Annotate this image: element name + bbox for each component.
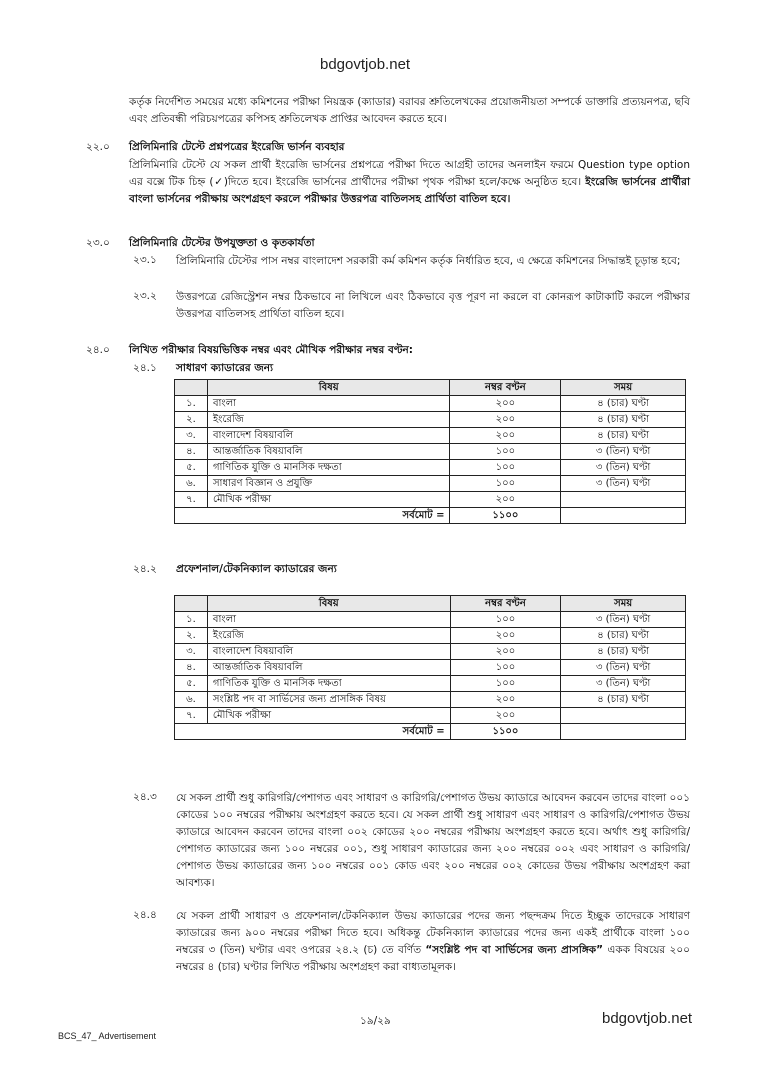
row-serial: ৩. (175, 428, 208, 444)
table-row (175, 412, 686, 428)
row-time (561, 492, 686, 508)
row-time (561, 708, 686, 724)
row-subject: ইংরেজি (207, 628, 450, 644)
row-time: ৩ (তিন) ঘণ্টা (561, 460, 686, 476)
item-24-1-number: ২৪.১ (133, 362, 157, 374)
row-marks: ১০০ (450, 476, 561, 492)
row-serial: ৪. (175, 660, 208, 676)
row-subject: সাধারণ বিজ্ঞান ও প্রযুক্তি (207, 476, 450, 492)
row-time: ৩ (তিন) ঘণ্টা (561, 612, 686, 628)
table-header-marks: নম্বর বণ্টন (450, 596, 561, 612)
table-header-time: সময় (561, 596, 686, 612)
table-row (175, 708, 686, 724)
row-serial: ৭. (175, 492, 208, 508)
section-24-title: লিখিত পরীক্ষার বিষয়ভিত্তিক নম্বর এবং মৌখিক পরীক্ষার নম্বর বণ্টন: (129, 344, 413, 356)
row-marks: ২০০ (450, 412, 561, 428)
row-time: ৪ (চার) ঘণ্টা (561, 396, 686, 412)
item-24-3-number: ২৪.৩ (133, 791, 157, 803)
table-row (175, 428, 686, 444)
row-serial: ৩. (175, 644, 208, 660)
document-label: BCS_47_ Advertisement (58, 1031, 157, 1041)
row-time: ৩ (তিন) ঘণ্টা (561, 660, 686, 676)
section-22-number: ২২.০ (86, 141, 110, 153)
row-marks: ১০০ (450, 660, 561, 676)
row-time: ৩ (তিন) ঘণ্টা (561, 476, 686, 492)
table-header-time: সময় (561, 380, 686, 396)
table-row (175, 692, 686, 708)
row-subject: গাণিতিক যুক্তি ও মানসিক দক্ষতা (207, 676, 450, 692)
table-header-sl (175, 596, 208, 612)
page-number: ১৯/২৯ (360, 1015, 391, 1027)
row-serial: ৬. (175, 476, 208, 492)
row-time: ৩ (তিন) ঘণ্টা (561, 444, 686, 460)
total-row (175, 724, 686, 740)
total-empty-cell (561, 508, 686, 524)
section-22-bold-note: ইংরেজি ভার্সনের প্রার্থীরা বাংলা ভার্সনের পরীক্ষায় অংশগ্রহণ করলে পরীক্ষার উত্তরপত্র বাতিলসহ প্রার্থিতা বাতিল হবে। (129, 176, 690, 205)
row-marks: ২০০ (450, 708, 561, 724)
row-marks: ১০০ (450, 460, 561, 476)
row-time: ৪ (চার) ঘণ্টা (561, 644, 686, 660)
section-22-title: প্রিলিমিনারি টেস্টে প্রশ্নপত্রের ইংরেজি ভার্সন ব্যবহার (129, 141, 345, 153)
table-row (175, 492, 686, 508)
row-serial: ২. (175, 628, 208, 644)
row-subject: গাণিতিক যুক্তি ও মানসিক দক্ষতা (207, 460, 450, 476)
item-24-4-body-end: একক বিষয়ের ২০০ নম্বরের ৪ (চার) ঘণ্টার লিখিত পরীক্ষায় অংশগ্রহণ করা বাধ্যতামূলক। (176, 944, 690, 973)
table-header-subject: বিষয় (207, 380, 450, 396)
row-serial: ১. (175, 396, 208, 412)
general-cadre-table (174, 379, 686, 524)
table-row (175, 476, 686, 492)
row-subject: সংশ্লিষ্ট পদ বা সার্ভিসের জন্য প্রাসঙ্গিক বিষয় (207, 692, 450, 708)
row-time: ৪ (চার) ঘণ্টা (561, 412, 686, 428)
table-header-sl (175, 380, 208, 396)
row-marks: ২০০ (450, 628, 561, 644)
section-23-title: প্রিলিমিনারি টেস্টের উপযুক্ততা ও কৃতকার্যতা (129, 237, 315, 249)
item-23-1-text: প্রিলিমিনারি টেস্টের পাস নম্বর বাংলাদেশ সরকারী কর্ম কমিশন কর্তৃক নির্ধারিত হবে, এ ক্ষেত্রে কমিশনের সিদ্ধান্তই চূড়ান্ত হবে; (176, 255, 681, 267)
site-footer: bdgovtjob.net (602, 1010, 693, 1027)
professional-cadre-table (174, 595, 686, 740)
total-label: সর্বমোট = (175, 724, 451, 740)
table-row (175, 628, 686, 644)
row-serial: ৫. (175, 676, 208, 692)
item-24-2-number: ২৪.২ (133, 563, 157, 575)
table-row (175, 612, 686, 628)
section-22-text (129, 157, 690, 208)
row-subject: মৌখিক পরীক্ষা (207, 492, 450, 508)
item-23-1-number: ২৩.১ (133, 254, 157, 266)
row-time: ৩ (তিন) ঘণ্টা (561, 676, 686, 692)
item-24-1-title: সাধারণ ক্যাডারের জন্য (176, 362, 274, 374)
table-row (175, 676, 686, 692)
row-subject: আন্তর্জাতিক বিষয়াবলি (207, 660, 450, 676)
top-paragraph: কর্তৃক নির্দেশিত সময়ের মধ্যে কমিশনের পরীক্ষা নিয়ন্ত্রক (ক্যাডার) বরাবর শ্রুতিলেখকের প্রয়োজনীয়তা সম্পর্কে ডাক্তারি প্রত্যয়নপত্র, ছবি এবং প্রতিবন্ধী পরিচয়পত্রের কপিসহ শ্রুতিলেখক প্রাপ্তির আবেদন করতে হবে। (129, 96, 690, 125)
row-serial: ৪. (175, 444, 208, 460)
item-24-2-title: প্রফেশনাল/টেকনিক্যাল ক্যাডারের জন্য (176, 563, 337, 575)
item-24-4-bold: “সংশ্লিষ্ট পদ বা সার্ভিসের জন্য প্রাসঙ্গিক” (425, 944, 604, 956)
row-marks: ২০০ (450, 644, 561, 660)
table-row (175, 444, 686, 460)
row-marks: ২০০ (450, 396, 561, 412)
total-row (175, 508, 686, 524)
row-marks: ২০০ (450, 492, 561, 508)
total-empty-cell (561, 724, 686, 740)
row-subject: বাংলাদেশ বিষয়াবলি (207, 428, 450, 444)
item-24-4-body: যে সকল প্রার্থী সাধারণ ও প্রফেশনাল/টেকনিক্যাল উভয় ক্যাডারের পদের জন্য পছন্দক্রম দিতে ইচ্ছুক তাদেরকে সাধারণ ক্যাডারের জন্য ৯০০ নম্বরের পরীক্ষা দিতে হবে। অধিকন্তু টেকনিক্যাল ক্যাডারের পদের জন্য একই প্রার্থীকে বাংলা ১০০ নম্বরের ৩ (তিন) ঘণ্টার এবং ওপরের ২৪.২ (চ) তে বর্ণিত (176, 910, 690, 956)
table-header-subject: বিষয় (207, 596, 450, 612)
item-24-3-text: যে সকল প্রার্থী শুধু কারিগরি/পেশাগত এবং সাধারণ ও কারিগরি/পেশাগত উভয় ক্যাডারে আবেদন করবেন তাদের বাংলা ০০১ কোডের ১০০ নম্বরের পরীক্ষায় অংশগ্রহণ করতে হবে। যে সকল প্রার্থী শুধু সাধারণ এবং সাধারণ ও কারিগরি/পেশাগত উভয় ক্যাডারে আবেদন করবেন তাদের বাংলা ০০২ কোডের ২০০ নম্বরের পরীক্ষায় অংশগ্রহণ করতে হবে। অর্থাৎ শুধু কারিগরি/পেশাগত ক্যাডারের জন্য ১০০ নম্বরের ০০১, শুধু সাধারণ ক্যাডারের জন্য ২০০ নম্বরের ০০২ এবং সাধারণ ও কারিগরি/পেশাগত উভয় ক্যাডারের জন্য ১০০ নম্বরের ০০১ কোড এবং ২০০ নম্বরের ০০২ কোডের উভয় পরীক্ষায় অংশগ্রহণ করা আবশ্যক। (176, 792, 690, 889)
table-header-marks: নম্বর বণ্টন (450, 380, 561, 396)
row-serial: ৬. (175, 692, 208, 708)
row-marks: ২০০ (450, 692, 561, 708)
table-row (175, 396, 686, 412)
row-time: ৪ (চার) ঘণ্টা (561, 692, 686, 708)
row-serial: ৫. (175, 460, 208, 476)
section-23-number: ২৩.০ (86, 237, 110, 249)
row-time: ৪ (চার) ঘণ্টা (561, 628, 686, 644)
row-marks: ১০০ (450, 676, 561, 692)
table-row (175, 460, 686, 476)
row-serial: ১. (175, 612, 208, 628)
row-subject: ইংরেজি (207, 412, 450, 428)
site-header: bdgovtjob.net (320, 56, 411, 73)
row-serial: ৭. (175, 708, 208, 724)
row-subject: বাংলা (207, 612, 450, 628)
total-value: ১১০০ (450, 724, 561, 740)
table-row (175, 644, 686, 660)
item-23-2-number: ২৩.২ (133, 290, 157, 302)
row-subject: মৌখিক পরীক্ষা (207, 708, 450, 724)
table-row (175, 660, 686, 676)
section-22-body: প্রিলিমিনারি টেস্টে যে সকল প্রার্থী ইংরেজি ভার্সনের প্রশ্নপত্রে পরীক্ষা দিতে আগ্রহী তাদের অনলাইন ফরমে Question type option এর বক্সে টিক চিহ্ন (✓)দিতে হবে। ইংরেজি ভার্সনের প্রার্থীদের পরীক্ষা পৃথক পরীক্ষা হলে/কক্ষে অনুষ্ঠিত হবে। (129, 159, 690, 188)
section-24-number: ২৪.০ (86, 344, 110, 356)
item-24-4-text (176, 908, 690, 976)
total-value: ১১০০ (450, 508, 561, 524)
row-marks: ২০০ (450, 428, 561, 444)
row-serial: ২. (175, 412, 208, 428)
item-24-4-number: ২৪.৪ (133, 909, 157, 921)
row-subject: বাংলাদেশ বিষয়াবলি (207, 644, 450, 660)
row-marks: ১০০ (450, 444, 561, 460)
row-marks: ১০০ (450, 612, 561, 628)
row-subject: বাংলা (207, 396, 450, 412)
row-time: ৪ (চার) ঘণ্টা (561, 428, 686, 444)
total-label: সর্বমোট = (175, 508, 450, 524)
item-23-2-text: উত্তরপত্রে রেজিস্ট্রেশন নম্বর ঠিকভাবে না লিখিলে এবং ঠিকভাবে বৃত্ত পূরণ না করলে বা কোনরূপ কাটাকাটি করলে পরীক্ষার উত্তরপত্র বাতিলসহ প্রার্থিতা বাতিল হবে। (176, 291, 690, 320)
row-subject: আন্তর্জাতিক বিষয়াবলি (207, 444, 450, 460)
